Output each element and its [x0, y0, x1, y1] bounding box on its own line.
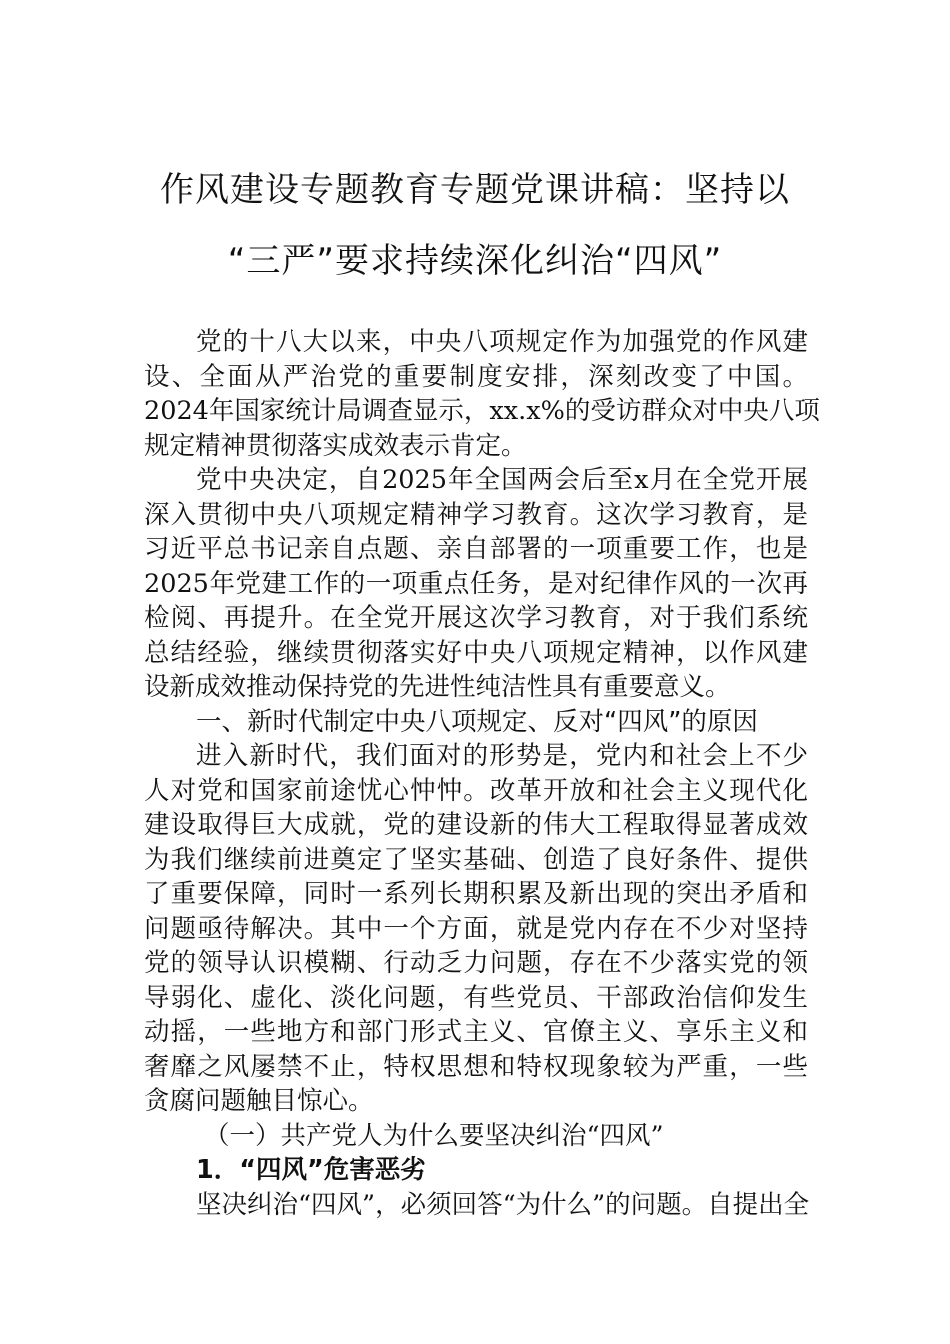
- document-title-line-2: “三严”要求持续深化纠治“四风”: [227, 241, 723, 281]
- paragraph-line: 动摇，一些地方和部门形式主义、官僚主义、享乐主义和: [144, 1017, 808, 1047]
- paragraph-line: 党的十八大以来，中央八项规定作为加强党的作风建: [196, 327, 808, 357]
- paragraph-line: 导弱化、虚化、淡化问题，有些党员、干部政治信仰发生: [144, 982, 808, 1013]
- paragraph-line: 问题亟待解决。其中一个方面，就是党内存在不少对坚持: [144, 913, 808, 944]
- paragraph-line: 2024年国家统计局调查显示，xx.x%的受访群众对中央八项: [144, 396, 820, 426]
- document-title-line-1: 作风建设专题教育专题党课讲稿：坚持以: [160, 170, 790, 210]
- paragraph-line: 设、全面从严治党的重要制度安排，深刻改变了中国。: [144, 361, 808, 392]
- numbered-heading: 1．“四风”危害恶劣: [196, 1155, 426, 1185]
- paragraph-line: 2025年党建工作的一项重点任务，是对纪律作风的一次再: [144, 568, 808, 599]
- paragraph-line: 坚决纠治“四风”，必须回答“为什么”的问题。自提出全: [196, 1189, 810, 1220]
- paragraph-line: 规定精神贯彻落实成效表示肯定。: [144, 430, 527, 461]
- paragraph-line: 奢靡之风屡禁不止，特权思想和特权现象较为严重，一些: [144, 1051, 808, 1082]
- paragraph-line: 党的领导认识模糊、行动乏力问题，存在不少落实党的领: [144, 948, 808, 978]
- paragraph-line: 贪腐问题触目惊心。: [144, 1086, 374, 1116]
- subsection-heading: （一）共产党人为什么要坚决纠治“四风”: [204, 1120, 664, 1151]
- paragraph-line: 设新成效推动保持党的先进性纯洁性具有重要意义。: [144, 672, 731, 702]
- document-body: [144, 325, 820, 1222]
- paragraph-line: 党中央决定，自2025年全国两会后至x月在全党开展: [196, 465, 808, 495]
- section-heading: 一、新时代制定中央八项规定、反对“四风”的原因: [196, 706, 758, 737]
- paragraph-line: 习近平总书记亲自点题、亲自部署的一项重要工作，也是: [144, 534, 808, 564]
- paragraph-line: 为我们继续前进奠定了坚实基础、创造了良好条件、提供: [144, 844, 808, 875]
- paragraph-line: 人对党和国家前途忧心忡忡。改革开放和社会主义现代化: [144, 775, 808, 806]
- paragraph-line: 了重要保障，同时一系列长期积累及新出现的突出矛盾和: [144, 879, 808, 909]
- paragraph-line: 进入新时代，我们面对的形势是，党内和社会上不少: [196, 741, 808, 771]
- paragraph-line: 深入贯彻中央八项规定精神学习教育。这次学习教育，是: [144, 499, 808, 530]
- paragraph-line: 建设取得巨大成就，党的建设新的伟大工程取得显著成效: [144, 810, 808, 840]
- paragraph-line: 总结经验，继续贯彻落实好中央八项规定精神，以作风建: [144, 637, 808, 668]
- paragraph-line: 检阅、再提升。在全党开展这次学习教育，对于我们系统: [144, 603, 808, 633]
